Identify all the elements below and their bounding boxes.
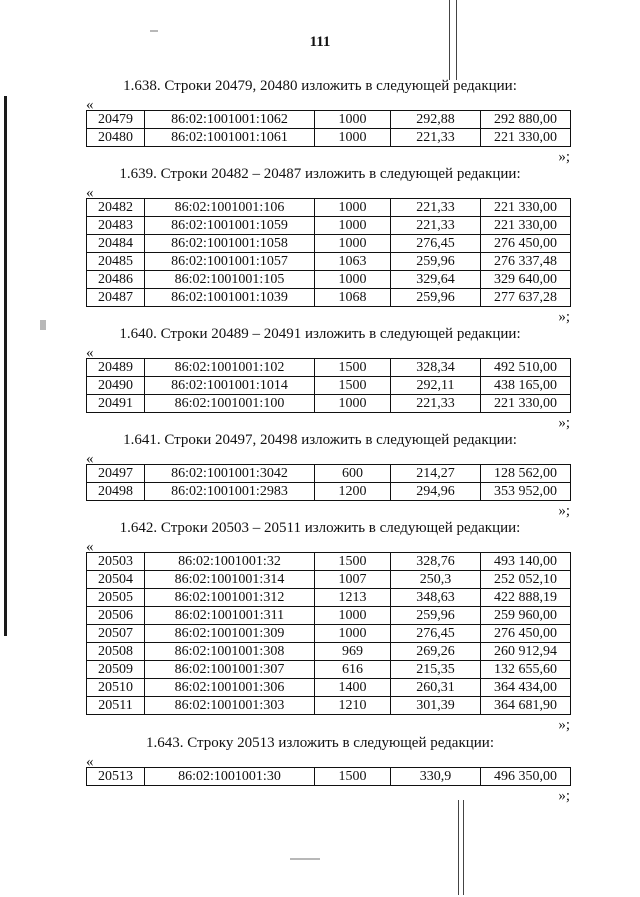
cadastral-value-cell: 128 562,00: [481, 465, 571, 483]
row-number-cell: 20511: [87, 697, 145, 715]
area-cell: 1500: [315, 553, 391, 571]
open-quote: «: [86, 451, 94, 467]
row-number-cell: 20505: [87, 589, 145, 607]
row-number-cell: 20490: [87, 377, 145, 395]
row-number-cell: 20513: [87, 768, 145, 786]
row-number-cell: 20491: [87, 395, 145, 413]
table-row: [87, 483, 571, 501]
cadastral-number-cell: 86:02:1001001:1059: [145, 217, 315, 235]
cadastral-number-cell: 86:02:1001001:102: [145, 359, 315, 377]
data-table: [86, 198, 571, 307]
table-row: [87, 271, 571, 289]
scan-speck: [150, 30, 158, 32]
row-number-cell: 20483: [87, 217, 145, 235]
scan-line: [449, 0, 450, 80]
row-number-cell: 20484: [87, 235, 145, 253]
row-number-cell: 20482: [87, 199, 145, 217]
page-number: 111: [309, 34, 331, 50]
unit-value-cell: 348,63: [391, 589, 481, 607]
open-quote: «: [86, 539, 94, 555]
cadastral-value-cell: 221 330,00: [481, 129, 571, 147]
area-cell: 1000: [315, 129, 391, 147]
cadastral-value-cell: 276 450,00: [481, 235, 571, 253]
cadastral-number-cell: 86:02:1001001:303: [145, 697, 315, 715]
row-number-cell: 20503: [87, 553, 145, 571]
table-row: [87, 768, 571, 786]
area-cell: 1000: [315, 217, 391, 235]
close-quote: »;: [558, 788, 570, 804]
cadastral-value-cell: 276 337,48: [481, 253, 571, 271]
unit-value-cell: 294,96: [391, 483, 481, 501]
unit-value-cell: 259,96: [391, 607, 481, 625]
section-heading: 1.639. Строки 20482 – 20487 изложить в следующей редакции:: [119, 166, 521, 182]
cadastral-value-cell: 438 165,00: [481, 377, 571, 395]
row-number-cell: 20506: [87, 607, 145, 625]
table-row: [87, 129, 571, 147]
data-table: [86, 358, 571, 413]
area-cell: 1213: [315, 589, 391, 607]
area-cell: 1500: [315, 377, 391, 395]
table-row: [87, 395, 571, 413]
section-heading: 1.638. Строки 20479, 20480 изложить в следующей редакции:: [123, 78, 517, 94]
data-table: [86, 464, 571, 501]
row-number-cell: 20486: [87, 271, 145, 289]
cadastral-value-cell: 221 330,00: [481, 199, 571, 217]
unit-value-cell: 328,34: [391, 359, 481, 377]
table-row: [87, 589, 571, 607]
scan-line: [456, 0, 457, 80]
table-row: [87, 679, 571, 697]
cadastral-value-cell: 252 052,10: [481, 571, 571, 589]
cadastral-number-cell: 86:02:1001001:312: [145, 589, 315, 607]
unit-value-cell: 250,3: [391, 571, 481, 589]
unit-value-cell: 276,45: [391, 235, 481, 253]
cadastral-number-cell: 86:02:1001001:1039: [145, 289, 315, 307]
area-cell: 969: [315, 643, 391, 661]
cadastral-value-cell: 221 330,00: [481, 217, 571, 235]
section-heading: 1.642. Строки 20503 – 20511 изложить в следующей редакции:: [119, 520, 521, 536]
table-row: [87, 289, 571, 307]
cadastral-value-cell: 276 450,00: [481, 625, 571, 643]
row-number-cell: 20480: [87, 129, 145, 147]
row-number-cell: 20489: [87, 359, 145, 377]
open-quote: «: [86, 185, 94, 201]
table-row: [87, 253, 571, 271]
row-number-cell: 20509: [87, 661, 145, 679]
cadastral-value-cell: 493 140,00: [481, 553, 571, 571]
unit-value-cell: 330,9: [391, 768, 481, 786]
row-number-cell: 20507: [87, 625, 145, 643]
area-cell: 1068: [315, 289, 391, 307]
cadastral-number-cell: 86:02:1001001:105: [145, 271, 315, 289]
data-table: [86, 552, 571, 715]
table-row: [87, 377, 571, 395]
unit-value-cell: 329,64: [391, 271, 481, 289]
unit-value-cell: 221,33: [391, 129, 481, 147]
unit-value-cell: 276,45: [391, 625, 481, 643]
table-row: [87, 111, 571, 129]
unit-value-cell: 328,76: [391, 553, 481, 571]
table-row: [87, 199, 571, 217]
close-quote: »;: [558, 309, 570, 325]
cadastral-number-cell: 86:02:1001001:1061: [145, 129, 315, 147]
cadastral-number-cell: 86:02:1001001:1057: [145, 253, 315, 271]
table-row: [87, 697, 571, 715]
table-row: [87, 235, 571, 253]
row-number-cell: 20487: [87, 289, 145, 307]
area-cell: 1500: [315, 768, 391, 786]
unit-value-cell: 259,96: [391, 289, 481, 307]
area-cell: 1000: [315, 111, 391, 129]
unit-value-cell: 260,31: [391, 679, 481, 697]
row-number-cell: 20485: [87, 253, 145, 271]
close-quote: »;: [558, 415, 570, 431]
cadastral-value-cell: 221 330,00: [481, 395, 571, 413]
area-cell: 1500: [315, 359, 391, 377]
unit-value-cell: 259,96: [391, 253, 481, 271]
row-number-cell: 20508: [87, 643, 145, 661]
unit-value-cell: 292,11: [391, 377, 481, 395]
open-quote: «: [86, 345, 94, 361]
cadastral-value-cell: 260 912,94: [481, 643, 571, 661]
scan-line: [463, 800, 464, 895]
cadastral-number-cell: 86:02:1001001:308: [145, 643, 315, 661]
area-cell: 1400: [315, 679, 391, 697]
cadastral-number-cell: 86:02:1001001:3042: [145, 465, 315, 483]
data-table: [86, 110, 571, 147]
open-quote: «: [86, 97, 94, 113]
table-row: [87, 607, 571, 625]
row-number-cell: 20510: [87, 679, 145, 697]
area-cell: 1210: [315, 697, 391, 715]
cadastral-number-cell: 86:02:1001001:309: [145, 625, 315, 643]
cadastral-number-cell: 86:02:1001001:314: [145, 571, 315, 589]
open-quote: «: [86, 754, 94, 770]
cadastral-number-cell: 86:02:1001001:1058: [145, 235, 315, 253]
cadastral-number-cell: 86:02:1001001:306: [145, 679, 315, 697]
unit-value-cell: 221,33: [391, 217, 481, 235]
area-cell: 1000: [315, 625, 391, 643]
cadastral-value-cell: 132 655,60: [481, 661, 571, 679]
table-row: [87, 571, 571, 589]
area-cell: 1000: [315, 271, 391, 289]
cadastral-number-cell: 86:02:1001001:106: [145, 199, 315, 217]
cadastral-value-cell: 329 640,00: [481, 271, 571, 289]
cadastral-value-cell: 259 960,00: [481, 607, 571, 625]
cadastral-value-cell: 364 681,90: [481, 697, 571, 715]
area-cell: 616: [315, 661, 391, 679]
cadastral-number-cell: 86:02:1001001:2983: [145, 483, 315, 501]
scan-speck: [290, 858, 320, 860]
unit-value-cell: 215,35: [391, 661, 481, 679]
area-cell: 1063: [315, 253, 391, 271]
unit-value-cell: 221,33: [391, 199, 481, 217]
cadastral-number-cell: 86:02:1001001:307: [145, 661, 315, 679]
section-heading: 1.640. Строки 20489 – 20491 изложить в следующей редакции:: [119, 326, 521, 342]
area-cell: 1200: [315, 483, 391, 501]
unit-value-cell: 269,26: [391, 643, 481, 661]
table-row: [87, 625, 571, 643]
cadastral-number-cell: 86:02:1001001:32: [145, 553, 315, 571]
table-row: [87, 661, 571, 679]
row-number-cell: 20479: [87, 111, 145, 129]
cadastral-value-cell: 422 888,19: [481, 589, 571, 607]
area-cell: 1000: [315, 199, 391, 217]
cadastral-value-cell: 292 880,00: [481, 111, 571, 129]
close-quote: »;: [558, 717, 570, 733]
cadastral-number-cell: 86:02:1001001:30: [145, 768, 315, 786]
unit-value-cell: 221,33: [391, 395, 481, 413]
area-cell: 1000: [315, 607, 391, 625]
table-row: [87, 359, 571, 377]
area-cell: 1000: [315, 395, 391, 413]
table-row: [87, 465, 571, 483]
table-row: [87, 643, 571, 661]
cadastral-number-cell: 86:02:1001001:1062: [145, 111, 315, 129]
unit-value-cell: 301,39: [391, 697, 481, 715]
row-number-cell: 20497: [87, 465, 145, 483]
area-cell: 600: [315, 465, 391, 483]
cadastral-number-cell: 86:02:1001001:1014: [145, 377, 315, 395]
unit-value-cell: 292,88: [391, 111, 481, 129]
row-number-cell: 20498: [87, 483, 145, 501]
table-row: [87, 217, 571, 235]
scan-line: [458, 800, 459, 895]
cadastral-value-cell: 353 952,00: [481, 483, 571, 501]
cadastral-value-cell: 364 434,00: [481, 679, 571, 697]
section-heading: 1.641. Строки 20497, 20498 изложить в следующей редакции:: [123, 432, 517, 448]
cadastral-value-cell: 492 510,00: [481, 359, 571, 377]
close-quote: »;: [558, 149, 570, 165]
cadastral-number-cell: 86:02:1001001:311: [145, 607, 315, 625]
row-number-cell: 20504: [87, 571, 145, 589]
unit-value-cell: 214,27: [391, 465, 481, 483]
area-cell: 1007: [315, 571, 391, 589]
data-table: [86, 767, 571, 786]
cadastral-value-cell: 277 637,28: [481, 289, 571, 307]
area-cell: 1000: [315, 235, 391, 253]
section-heading: 1.643. Строку 20513 изложить в следующей редакции:: [145, 735, 495, 751]
cadastral-value-cell: 496 350,00: [481, 768, 571, 786]
cadastral-number-cell: 86:02:1001001:100: [145, 395, 315, 413]
table-row: [87, 553, 571, 571]
close-quote: »;: [558, 503, 570, 519]
